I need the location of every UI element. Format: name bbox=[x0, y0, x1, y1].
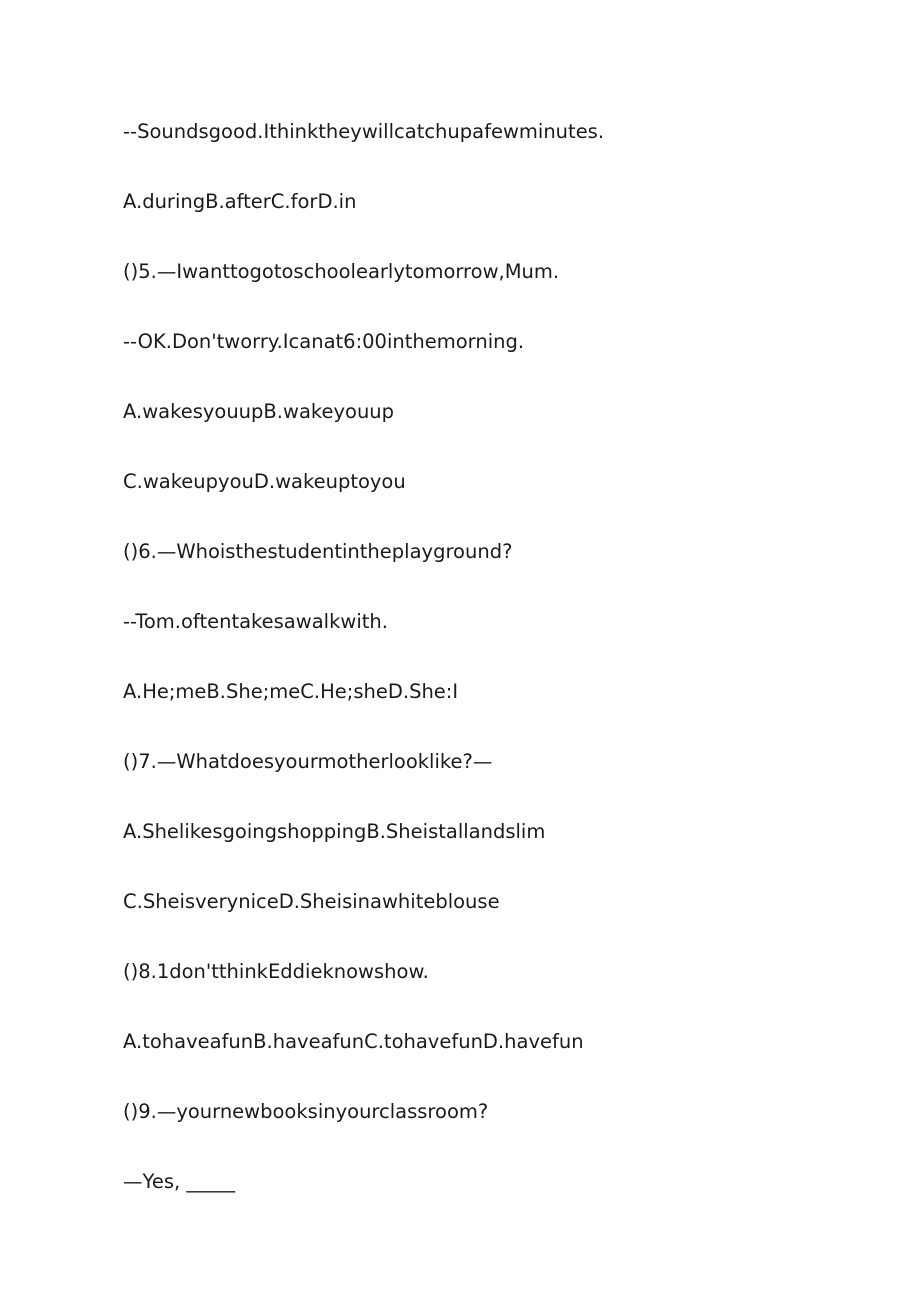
text-line: ()6.—Whoisthestudentintheplayground? bbox=[123, 540, 513, 563]
text-line: A.tohaveafunB.haveafunC.tohavefunD.havefun bbox=[123, 1030, 584, 1053]
text-line: ()9.—yournewbooksinyourclassroom? bbox=[123, 1100, 489, 1123]
text-line: A.duringB.afterC.forD.in bbox=[123, 190, 357, 213]
text-line: --OK.Don'tworry.Icanat6:00inthemorning. bbox=[123, 330, 525, 353]
text-line: --Tom.oftentakesawalkwith. bbox=[123, 610, 388, 633]
text-line: A.wakesyouupB.wakeyouup bbox=[123, 400, 395, 423]
text-line: A.ShelikesgoingshoppingB.Sheistallandslim bbox=[123, 820, 546, 843]
exercise-text bbox=[123, 117, 604, 1237]
text-line: C.SheisveryniceD.Sheisinawhiteblouse bbox=[123, 890, 500, 913]
text-line: ()8.1don'tthinkEddieknowshow. bbox=[123, 960, 429, 983]
text-line: ()7.—Whatdoesyourmotherlooklike?— bbox=[123, 750, 493, 773]
text-line: —Yes, _____ bbox=[123, 1170, 236, 1193]
text-line: ()5.—Iwanttogotoschoolearlytomorrow,Mum. bbox=[123, 260, 560, 283]
text-line: --Soundsgood.Ithinktheywillcatchupafewminutes. bbox=[123, 120, 605, 143]
text-line: A.He;meB.She;meC.He;sheD.She:I bbox=[123, 680, 459, 703]
text-line: C.wakeupyouD.wakeuptoyou bbox=[123, 470, 406, 493]
